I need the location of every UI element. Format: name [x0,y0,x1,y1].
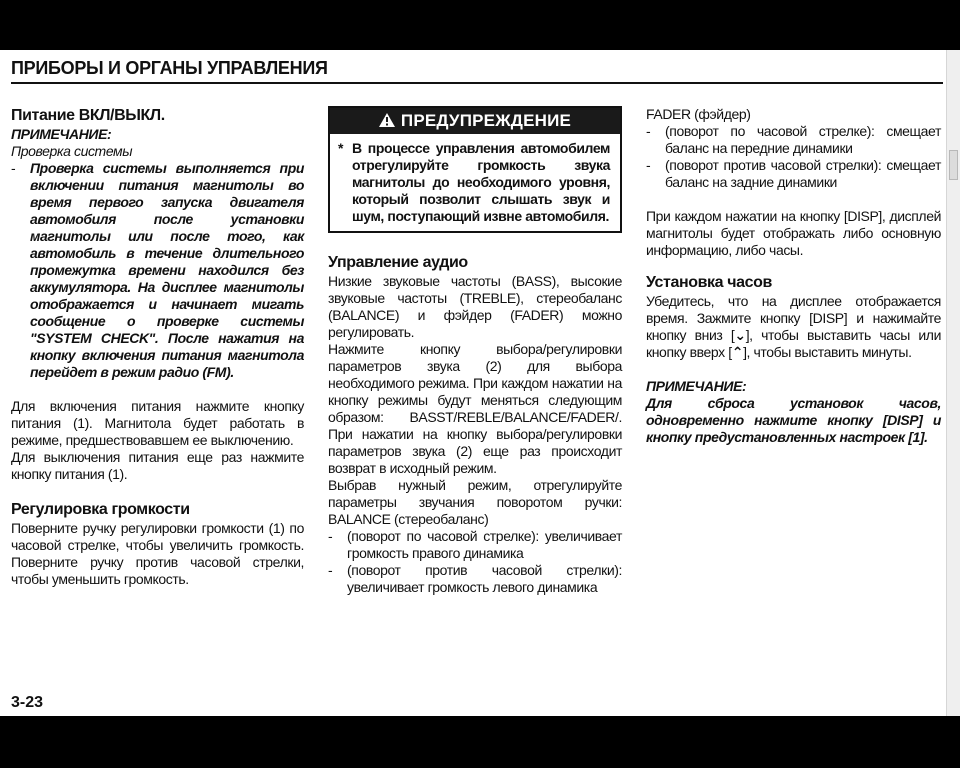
power-on-paragraph: Для включения питания нажмите кнопку питания (1). Магнитола будет работать в режиме, предшествовавшем ее выключению. [11,398,304,448]
note-label: ПРИМЕЧАНИЕ: [11,126,112,142]
dash-bullet: - [328,528,333,544]
fader-front-item: (поворот по часовой стрелке): смещает баланс на передние динамики [665,123,941,156]
audio-section-title: Управление аудио [328,254,468,271]
list-item [646,157,941,191]
audio-paragraph-1: Низкие звуковые частоты (BASS), высокие звуковые частоты (TREBLE), стереобаланс (BALANCE) и фэйдер (FADER) можно регулировать. [328,273,622,340]
clock-note-text: Для сброса установок часов, одновременно нажмите кнопку [DISP] и кнопку предустановленных настроек [1]. [646,395,941,445]
note-list-item [11,160,304,381]
header-divider [11,82,943,84]
balance-right-item: (поворот по часовой стрелке): увеличивает громкость правого динамика [347,528,622,561]
list-item [328,562,622,596]
list-item [646,123,941,157]
clock-text-part-1: Убедитесь, что на дисплее отображается время. Зажмите кнопку [DISP] и нажимайте кнопку вниз [ [646,293,941,343]
fader-rear-item: (поворот против часовой стрелки): смещает баланс на задние динамики [665,157,941,190]
dash-bullet: - [328,562,333,578]
list-item [328,528,622,562]
balance-left-item: (поворот против часовой стрелки): увеличивает громкость левого динамика [347,562,622,595]
document-page [0,50,946,716]
top-black-bar [0,0,960,50]
clock-paragraph [646,293,941,361]
power-section-title: Питание ВКЛ/ВЫКЛ. [11,107,165,124]
dash-bullet: - [646,157,651,173]
page-number: 3-23 [11,694,44,711]
clock-text-part-2: ], чтобы выставить часы или кнопку вверх [ [646,327,941,360]
system-check-note: Проверка системы выполняется при включении питания магнитолы во время первого запуска двигателя автомобиля после установки магнитолы или после того, как автомобиль в течение длительного промежутка времени находился без аккумулятора. На дисплее магнитолы отображается и начинает мигать сообщение о проверке системы "SYSTEM CHECK". После нажатия на кнопку включения питания магнитола перейдет в режим радио (FM). [30,160,304,380]
dash-bullet: - [646,123,651,139]
vertical-scrollbar[interactable] [946,50,960,716]
clock-text-part-3: ], чтобы выставить минуты. [743,344,912,360]
column-right [646,106,941,446]
fader-label: FADER (фэйдер) [646,106,751,122]
dash-bullet: - [11,160,16,176]
disp-paragraph: При каждом нажатии на кнопку [DISP], дисплей магнитолы будет отображать либо основную информацию, либо часы. [646,208,941,258]
warning-text: В процессе управления автомобилем отрегулируйте громкость звука магнитолы до необходимого уровня, который позволит слышать звук и шум, поступающий извне автомобиля. [352,140,610,224]
page-title: ПРИБОРЫ И ОРГАНЫ УПРАВЛЕНИЯ [11,58,328,78]
note-subtitle: Проверка системы [11,143,133,159]
power-off-paragraph: Для выключения питания еще раз нажмите кнопку питания (1). [11,449,304,482]
volume-paragraph: Поверните ручку регулировки громкости (1) по часовой стрелке, чтобы увеличить громкость. Поверните ручку против часовой стрелки, чтобы уменьшить громкость. [11,520,304,587]
chevron-down-icon: ⌄ [734,327,746,343]
clock-note-label: ПРИМЕЧАНИЕ: [646,378,747,394]
column-left [11,106,304,588]
audio-paragraph-3: Выбрав нужный режим, отрегулируйте параметры звучания поворотом ручки: BALANCE (стереобаланс) [328,477,622,527]
warning-triangle-icon [379,113,395,127]
warning-body [330,134,620,231]
warning-star: * [338,140,344,156]
scrollbar-thumb[interactable] [949,150,958,180]
chevron-up-icon: ⌃ [731,344,744,360]
bottom-black-bar [0,716,960,768]
volume-section-title: Регулировка громкости [11,501,190,518]
warning-header [330,108,620,134]
warning-title: ПРЕДУПРЕЖДЕНИЕ [400,111,572,130]
column-middle [328,106,622,596]
warning-box [328,106,622,233]
clock-section-title: Установка часов [646,274,772,291]
audio-paragraph-2: Нажмите кнопку выбора/регулировки параметров звука (2) для выбора необходимого режима. При каждом нажатии на кнопку режимы будут меняться следующим образом: BASST/REBLE/BALANCE/FADER/. При нажатии на кнопку выбора/регулировки параметров звука (2) еще раз происходит возврат в исходный режим. [328,341,622,476]
